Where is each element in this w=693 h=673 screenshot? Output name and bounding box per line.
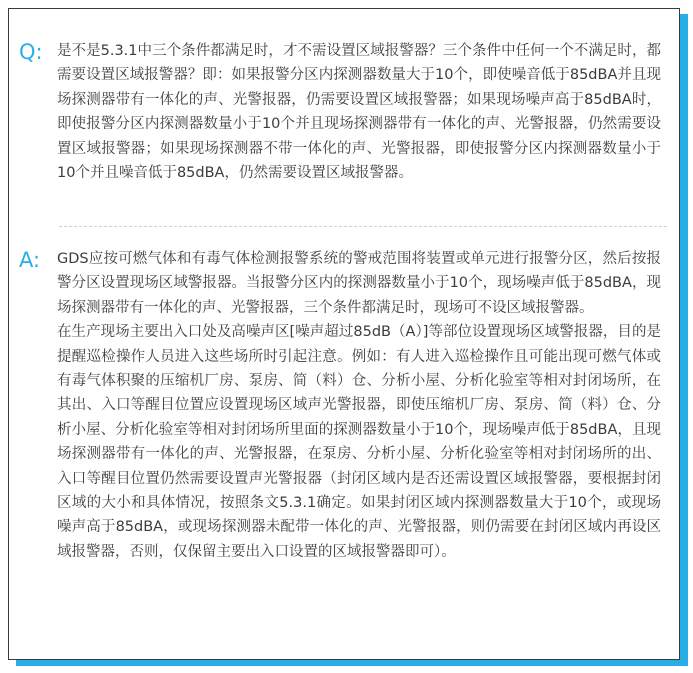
question-content [57, 39, 661, 185]
answer-block [19, 247, 661, 564]
section-divider [59, 226, 667, 227]
answer-paragraph-2: 在生产现场主要出入口处及高噪声区[噪声超过85dB（A）]等部位设置现场区域警报器，目的是提醒巡检操作人员进入这些场所时引起注意。例如：有人进入巡检操作且可能出现可燃气体或有毒气体积聚的压缩机厂房、泵房、简（料）仓、分析小屋、分析化验室等相对封闭场所，在其出、入口等醒目位置应设置现场区域声光警报器，即使压缩机厂房、泵房、简（料）仓、分析小屋、分析化验室等相对封闭场所里面的探测器数量小于10个，现场噪声低于85dBA，且现场探测器带有一体化的声、光警报器，在泵房、分析小屋、分析化验室等相对封闭场所的出、入口等醒目位置仍然需要设置声光警报器（封闭区域内是否还需设置区域报警器，要根据封闭区域的大小和具体情况，按照条文5.3.1确定。如果封闭区域内探测器数量大于10个，或现场噪声高于85dBA，或现场探测器未配带一体化的声、光警报器，则仍需要在封闭区域内再设区域报警器，否则，仅保留主要出入口设置的区域报警器即可）。 [57, 324, 661, 560]
qa-card [8, 8, 680, 660]
question-block [19, 39, 661, 185]
answer-marker: A: [19, 248, 41, 272]
answer-content [57, 247, 661, 564]
question-text: 是不是5.3.1中三个条件都满足时，才不需设置区域报警器？三个条件中任何一个不满足时，都需要设置区域报警器？即：如果报警分区内探测器数量大于10个，即使噪音低于85dBA并且现场探测器带有一体化的声、光警报器，仍需要设置区域报警器；如果现场噪声高于85dBA时，即使报警分区内探测器数量小于10个并且现场探测器带有一体化的声、光警报器，仍然需要设置区域报警器；如果现场探测器不带一体化的声、光警报器，即使报警分区内探测器数量小于10个并且噪音低于85dBA，仍然需要设置区域报警器。 [57, 43, 661, 182]
question-marker: Q: [19, 40, 43, 64]
answer-paragraph-1: GDS应按可燃气体和有毒气体检测报警系统的警戒范围将装置或单元进行报警分区，然后按报警分区设置现场区域警报器。当报警分区内的探测器数量小于10个，现场噪声低于85dBA，现场探测器带有一体化的声、光警报器，三个条件都满足时，现场可不设区域报警器。 [57, 251, 661, 316]
